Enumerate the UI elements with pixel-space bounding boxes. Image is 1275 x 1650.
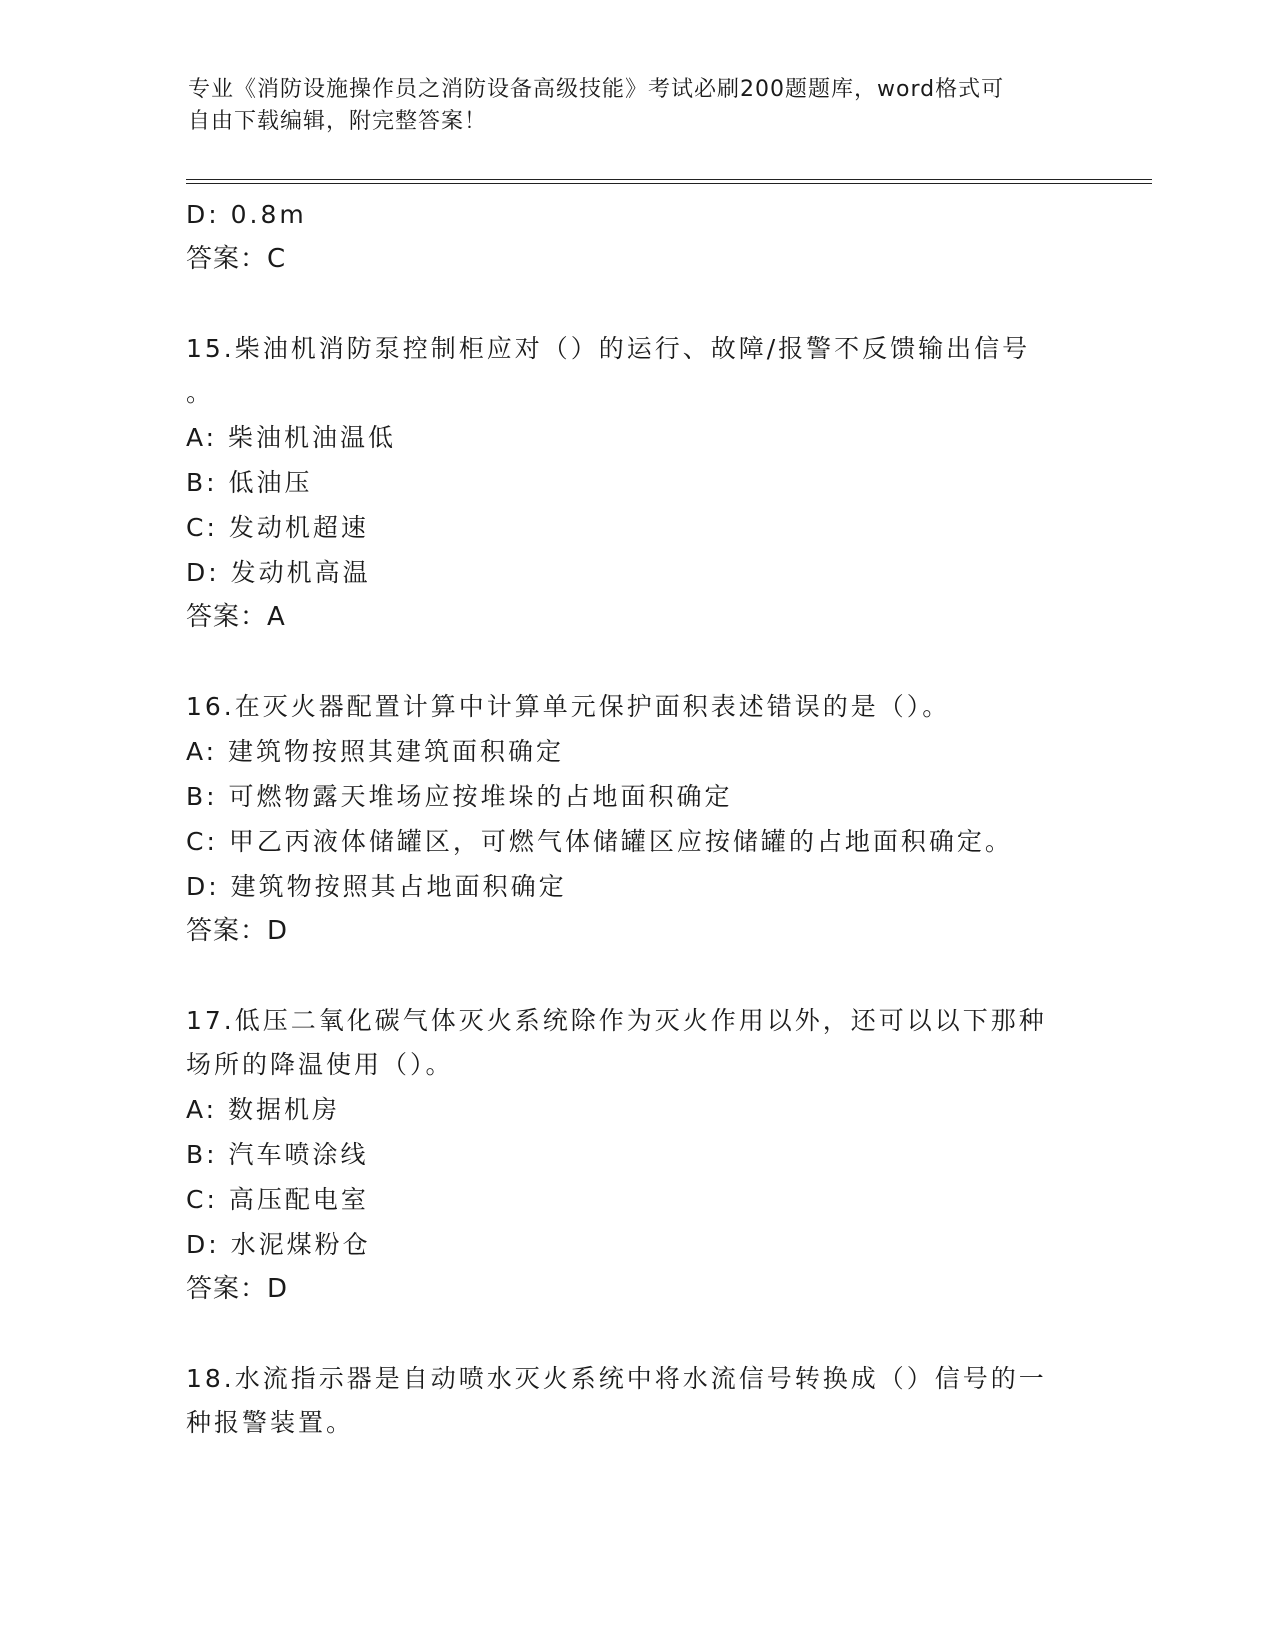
- answer-line: 答案：A: [186, 602, 286, 632]
- question-text: 17.低压二氧化碳气体灭火系统除作为灭火作用以外，还可以以下那种: [186, 1006, 1047, 1035]
- option-a: A: 数据机房: [186, 1095, 341, 1124]
- question-15: [186, 327, 1086, 639]
- document-body: [186, 192, 1086, 1445]
- spacer: [186, 639, 1086, 685]
- question-17: [186, 999, 1086, 1311]
- answer-line: 答案：C: [186, 244, 287, 274]
- option-c: C: 高压配电室: [186, 1185, 369, 1214]
- spacer: [186, 953, 1086, 999]
- question-text-cont: 。: [186, 378, 215, 407]
- question-text: 16.在灭火器配置计算中计算单元保护面积表述错误的是（）。: [186, 692, 951, 721]
- option-a: A: 柴油机油温低: [186, 423, 397, 452]
- answer-line: 答案：D: [186, 1274, 289, 1304]
- option-d: D: 水泥煤粉仓: [186, 1230, 371, 1259]
- question-16: [186, 685, 1086, 953]
- question-18: [186, 1357, 1086, 1445]
- header-line-2: 自由下载编辑，附完整答案！: [188, 109, 488, 134]
- spacer: [186, 281, 1086, 327]
- option-c: C: 甲乙丙液体储罐区，可燃气体储罐区应按储罐的占地面积确定。: [186, 827, 1013, 856]
- option-b: B: 低油压: [186, 468, 313, 497]
- option-c: C: 发动机超速: [186, 513, 369, 542]
- header-divider: [186, 179, 1152, 184]
- option-d: D: 发动机高温: [186, 558, 371, 587]
- option-d: D: 建筑物按照其占地面积确定: [186, 872, 567, 901]
- answer-line: 答案：D: [186, 916, 289, 946]
- option-a: A: 建筑物按照其建筑面积确定: [186, 737, 565, 766]
- option-d: D: 0.8m: [186, 200, 307, 229]
- question-text-cont: 种报警装置。: [186, 1408, 355, 1437]
- previous-question-tail: [186, 192, 1086, 281]
- option-b: B: 汽车喷涂线: [186, 1140, 369, 1169]
- question-text-cont: 场所的降温使用（）。: [186, 1050, 454, 1079]
- question-text: 15.柴油机消防泵控制柜应对（）的运行、故障/报警不反馈输出信号: [186, 334, 1031, 363]
- question-text: 18.水流指示器是自动喷水灭火系统中将水流信号转换成（）信号的一: [186, 1364, 1047, 1393]
- header-line-1: 专业《消防设施操作员之消防设备高级技能》考试必刷200题题库，word格式可: [188, 77, 1005, 102]
- spacer: [186, 1311, 1086, 1357]
- option-b: B: 可燃物露天堆场应按堆垛的占地面积确定: [186, 782, 733, 811]
- page-header: [188, 74, 1068, 138]
